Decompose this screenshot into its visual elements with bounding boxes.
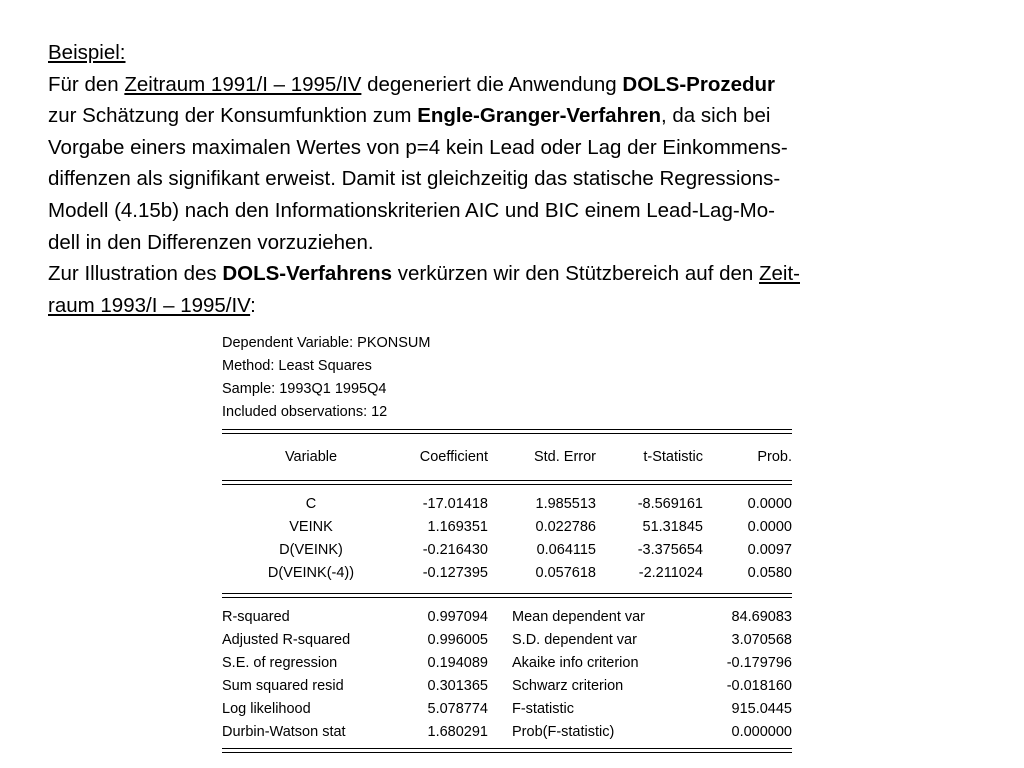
coefficient-table-header (222, 434, 792, 480)
stat-label: Akaike info criterion (512, 655, 639, 671)
stat-value: 0.194089 (427, 655, 488, 671)
text-segment: : (250, 293, 256, 317)
coefficient: -0.216430 (422, 542, 488, 558)
intro-text (48, 37, 998, 321)
stat-label: Mean dependent var (512, 609, 646, 625)
stat-label: Sum squared resid (222, 678, 344, 694)
stat-label: Log likelihood (222, 701, 311, 717)
text-segment: zur Schätzung der Konsumfunktion zum (48, 104, 418, 128)
variable-name: D(VEINK(-4)) (267, 565, 355, 581)
stat-label: R-squared (222, 609, 290, 625)
text-segment: , da sich bei (661, 104, 771, 128)
intro-line-5: diffenzen als signifikant erweist. Damit ist gleichzeitig das statische Regressions- (48, 167, 781, 191)
table-row (222, 516, 792, 539)
stat-label: S.D. dependent var (512, 632, 637, 648)
coefficient: 1.169351 (427, 519, 488, 535)
period-1991-1995: Zeitraum 1991/I – 1995/IV (124, 72, 362, 96)
stat-value: 915.0445 (731, 701, 792, 717)
prob: 0.0580 (747, 565, 792, 581)
intro-line-8 (48, 258, 998, 290)
stat-label: S.E. of regression (222, 655, 338, 671)
variable-name: VEINK (289, 519, 333, 535)
intro-line-7: dell in den Differenzen vorzuziehen. (48, 230, 374, 254)
stat-value: 84.69083 (731, 609, 792, 625)
dols-prozedur-term: DOLS-Prozedur (622, 72, 776, 96)
coefficient-table (222, 485, 792, 593)
table-row (222, 493, 792, 516)
sample: Sample: 1993Q1 1995Q4 (222, 381, 387, 397)
dols-verfahren-term: DOLS-Verfahrens (222, 262, 393, 286)
stats-row (222, 652, 792, 675)
table-row (222, 539, 792, 562)
dependent-variable: Dependent Variable: PKONSUM (222, 335, 431, 351)
intro-line-3 (48, 100, 998, 132)
table-row (222, 562, 792, 585)
t-statistic: -3.375654 (637, 542, 703, 558)
variable-name: D(VEINK) (279, 542, 343, 558)
stat-value: 0.997094 (427, 609, 488, 625)
col-header-coefficient: Coefficient (419, 448, 488, 465)
beispiel-heading: Beispiel: (48, 41, 126, 64)
period-1993-part1: Zeit- (759, 262, 800, 286)
prob: 0.0097 (747, 542, 792, 558)
intro-line-9 (48, 290, 998, 322)
col-header-std-error: Std. Error (533, 448, 596, 465)
stats-row (222, 629, 792, 652)
std-error: 1.985513 (535, 496, 596, 512)
output-header (222, 332, 792, 424)
intro-line-6: Modell (4.15b) nach den Informationskriterien AIC und BIC einem Lead-Lag-Mo- (48, 198, 775, 222)
double-rule (222, 748, 792, 753)
col-header-variable: Variable (284, 448, 338, 465)
stats-row (222, 606, 792, 629)
text-segment: Zur Illustration des (48, 262, 223, 286)
prob: 0.0000 (747, 496, 792, 512)
stat-value: 0.301365 (427, 678, 488, 694)
summary-statistics-table (222, 598, 792, 748)
std-error: 0.057618 (535, 565, 596, 581)
text-segment: verkürzen wir den Stützbereich auf den (392, 262, 759, 286)
text-segment: degeneriert die Anwendung (361, 72, 623, 96)
std-error: 0.064115 (536, 542, 596, 558)
t-statistic: 51.31845 (642, 519, 703, 535)
stat-label: F-statistic (512, 701, 575, 717)
col-header-t-statistic: t-Statistic (643, 448, 703, 465)
intro-line-2 (48, 69, 998, 101)
coefficient: -17.01418 (422, 496, 488, 512)
col-header-prob: Prob. (757, 448, 792, 465)
stat-label: Durbin-Watson stat (222, 724, 346, 740)
std-error: 0.022786 (535, 519, 596, 535)
stats-row (222, 675, 792, 698)
stat-value: 1.680291 (427, 724, 488, 740)
stat-value: -0.179796 (726, 655, 792, 671)
variable-name: C (305, 496, 317, 512)
stat-label: Prob(F-statistic) (512, 724, 615, 740)
stat-value: 0.996005 (427, 632, 488, 648)
engle-granger-term: Engle-Granger-Verfahren (417, 104, 661, 128)
included-observations: Included observations: 12 (222, 404, 388, 420)
stat-value: 5.078774 (427, 701, 488, 717)
stat-value: 3.070568 (731, 632, 792, 648)
prob: 0.0000 (747, 519, 792, 535)
regression-output (222, 332, 792, 753)
method: Method: Least Squares (222, 358, 372, 374)
stat-value: -0.018160 (726, 678, 792, 694)
text-segment: Für den (48, 72, 125, 96)
stats-row (222, 698, 792, 721)
t-statistic: -2.211024 (638, 565, 703, 581)
period-1993-part2: raum 1993/I – 1995/IV (48, 293, 251, 317)
stat-label: Schwarz criterion (512, 678, 624, 694)
t-statistic: -8.569161 (637, 496, 703, 512)
coefficient: -0.127395 (422, 565, 488, 581)
stat-value: 0.000000 (731, 724, 792, 740)
stat-label: Adjusted R-squared (222, 632, 351, 648)
stats-row (222, 721, 792, 744)
intro-line-4: Vorgabe einers maximalen Wertes von p=4 kein Lead oder Lag der Einkommens- (48, 135, 788, 159)
